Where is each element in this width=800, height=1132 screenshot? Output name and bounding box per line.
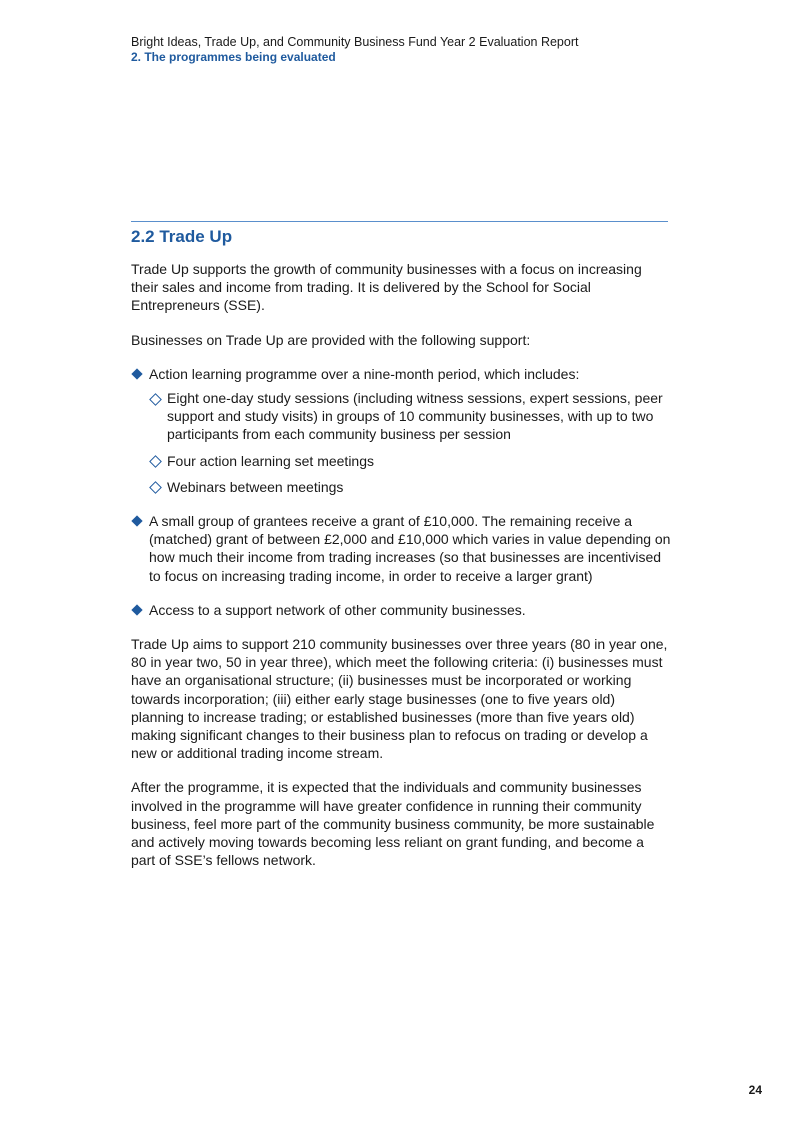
hollow-diamond-bullet-icon	[149, 456, 160, 467]
document-title: Bright Ideas, Trade Up, and Community Business Fund Year 2 Evaluation Report	[131, 35, 579, 49]
sub-list-item	[149, 452, 671, 470]
list-item-text: A small group of grantees receive a grant of £10,000. The remaining receive a (matched) grant of between £2,000 and £10,000 which varies in value depending on how much their income from trading increases (so that businesses are incentivised to focus on increasing trading income, in order to receive a larger grant)	[149, 513, 671, 584]
hollow-diamond-bullet-icon	[149, 393, 160, 404]
criteria-paragraph: Trade Up aims to support 210 community businesses over three years (80 in year one, 80 in year two, 50 in year three), which meet the following criteria: (i) businesses must have an organisational structure; (ii) businesses must be incorporated or working towards incorporation; (iii) either early stage businesses (one to five years old) planning to increase trading; or established businesses (more than five years old) making significant changes to their business plan to refocus on trading or develop a new or additional trading income stream.	[131, 636, 668, 762]
intro-paragraph: Trade Up supports the growth of community businesses with a focus on increasing their sales and income from trading. It is delivered by the School for Social Entrepreneurs (SSE).	[131, 261, 642, 314]
section-heading: 2.2 Trade Up	[131, 227, 233, 246]
sub-list-item	[149, 478, 671, 496]
page-number: 24	[748, 1083, 762, 1097]
sub-list-item-text: Four action learning set meetings	[167, 452, 374, 469]
list-item-text: Access to a support network of other community businesses.	[149, 601, 526, 618]
sub-list-item-text: Webinars between meetings	[167, 478, 344, 495]
sub-list-item	[149, 389, 671, 444]
support-lead-paragraph: Businesses on Trade Up are provided with the following support:	[131, 331, 531, 348]
diamond-bullet-icon	[132, 516, 142, 526]
section-divider	[131, 221, 668, 222]
diamond-bullet-icon	[132, 369, 142, 379]
sub-list	[149, 389, 671, 496]
support-list	[131, 365, 671, 619]
chapter-title: 2. The programmes being evaluated	[131, 50, 336, 64]
list-item-text: Action learning programme over a nine-month period, which includes:	[149, 365, 580, 382]
section-content	[131, 226, 671, 869]
list-item	[131, 512, 671, 585]
list-item	[131, 601, 671, 619]
running-header	[131, 35, 578, 65]
list-item	[131, 365, 671, 496]
sub-list-item-text: Eight one-day study sessions (including witness sessions, expert sessions, peer support and study visits) in groups of 10 community businesses, with up to two participants from each community business per session	[167, 390, 663, 443]
diamond-bullet-icon	[132, 605, 142, 615]
hollow-diamond-bullet-icon	[149, 482, 160, 493]
outcomes-paragraph: After the programme, it is expected that the individuals and community businesses involved in the programme will have greater confidence in running their community business, feel more part of the community business community, be more sustainable and actively moving towards becoming less reliant on grant funding, and become a part of SSE’s fellows network.	[131, 779, 655, 869]
